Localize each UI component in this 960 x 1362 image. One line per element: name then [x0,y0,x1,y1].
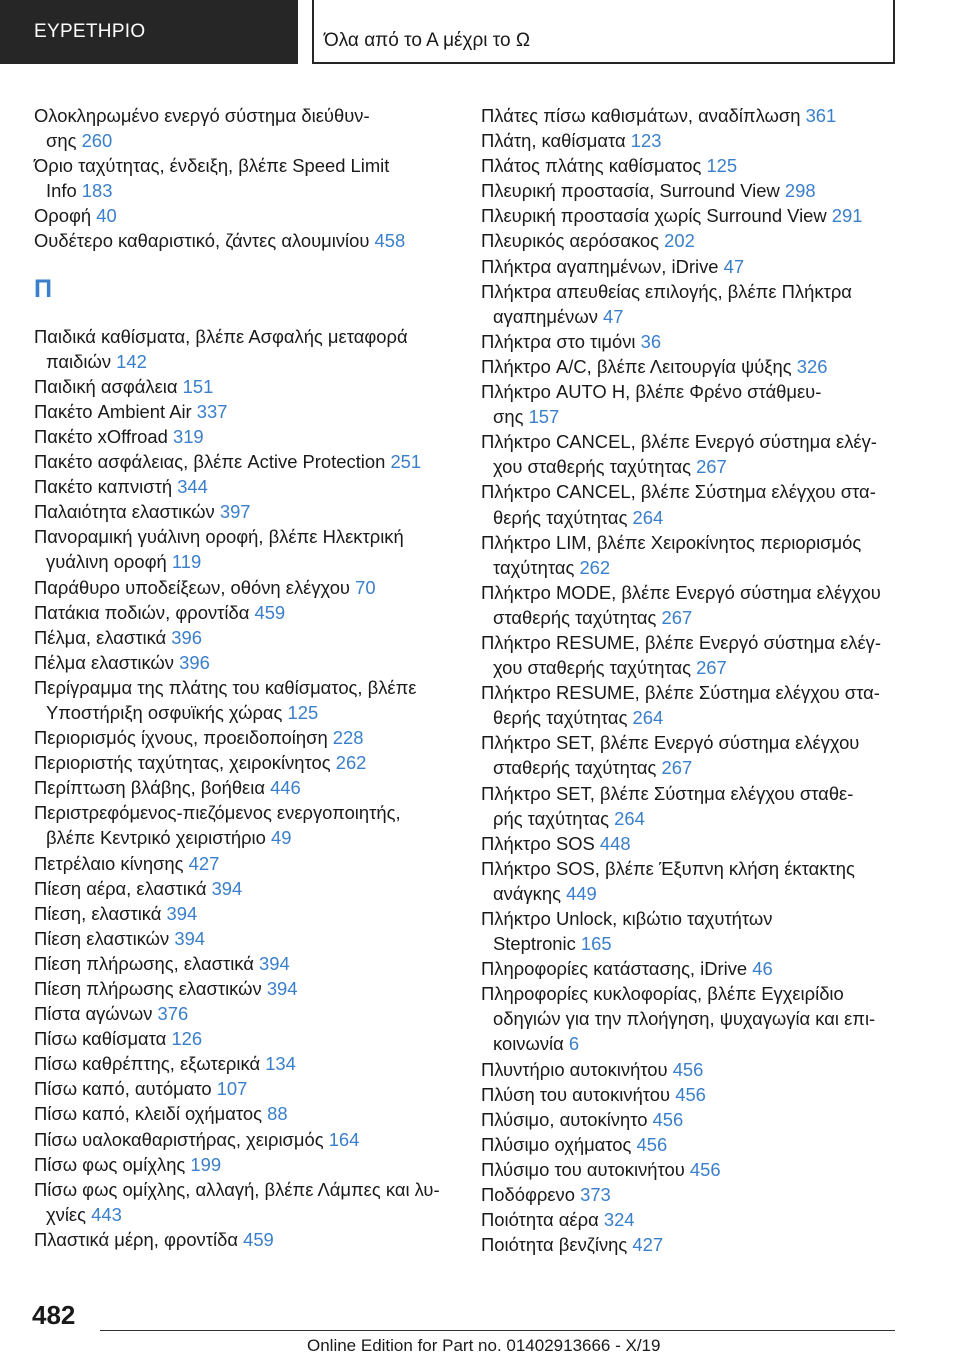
index-entry-text: Πακέτο ασφάλειας, βλέπε Active Protection [34,451,391,473]
index-entry-text: Πίεση πλήρωσης, ελαστικά [34,952,260,974]
page-reference-link[interactable]: 427 [632,1234,664,1256]
page-reference-link[interactable]: 125 [287,701,319,723]
index-entry-text: Πλήκτρα στο τιμόνι [481,330,641,352]
page-reference-link[interactable]: 142 [116,350,147,372]
index-entry-text: Πλαστικά μέρη, φροντίδα [34,1228,244,1250]
page-reference-link[interactable]: 88 [267,1103,288,1125]
index-entry-text: χου σταθερής ταχύτητας [493,657,697,679]
page-reference-link[interactable]: 456 [675,1083,706,1105]
index-entry-text: Πίσω καπό, κλειδί οχήματος [34,1103,268,1125]
page-reference-link[interactable]: 396 [171,626,202,648]
index-entry-text: Όριο ταχύτητας, ένδειξη, βλέπε Speed Limit [34,155,390,177]
index-entry-text: Ποιότητα βενζίνης [481,1234,633,1256]
index-entry [34,750,454,775]
index-entry [481,379,901,429]
index-entry-text: Πλήκτρο RESUME, βλέπε Σύστημα ελέγχου στα- [481,682,880,704]
index-entry [34,1001,454,1026]
index-entry [34,675,454,725]
index-entry [34,625,454,650]
page-reference-link[interactable]: 107 [216,1078,248,1100]
index-entry-text: Πλήκτρο A/C, βλέπε Λειτουργία ψύξης [481,355,797,377]
index-entry [34,474,454,499]
page-reference-link[interactable]: 151 [182,375,214,397]
index-entry [34,1076,454,1101]
index-entry [481,1207,901,1232]
page-reference-link[interactable]: 49 [270,827,292,849]
index-entry-text: Υποστήριξη οσφυϊκής χώρας [46,701,288,723]
index-entry [481,203,901,228]
index-entry-text: Πλευρική προστασία, Surround View [481,180,785,202]
page-reference-link[interactable]: 446 [270,777,301,799]
index-entry [481,781,901,831]
index-entry [481,429,901,479]
index-entry-text: Πίσω καθρέπτης, εξωτερικά [34,1053,266,1075]
index-entry-text: Πλήκτρο CANCEL, βλέπε Σύστημα ελέγχου στα- [481,481,876,503]
index-entry-text: Οροφή [34,205,97,227]
page-reference-link[interactable]: 344 [177,476,208,498]
index-entry-text: Πανοραμική γυάλινη οροφή, βλέπε Ηλεκτρική [34,526,404,548]
index-entry-text: Steptronic [493,933,581,955]
index-entry-text: Πέλμα ελαστικών [34,651,180,673]
index-entry-text: Πλάτες πίσω καθισμάτων, αναδίπλωση [481,105,806,126]
index-entry-text: Πατάκια ποδιών, φροντίδα [34,601,255,623]
page-reference-link[interactable]: 264 [632,506,664,528]
index-entry-text: Πίστα αγώνων [34,1003,158,1025]
index-entry-text: αγαπημένων [493,305,604,327]
index-entry-text: Ποδόφρενο [481,1184,581,1206]
index-entry-text: Πίσω καθίσματα [34,1028,172,1050]
index-entry [34,1177,454,1227]
page-reference-link[interactable]: 394 [174,927,206,949]
index-entry-text: σης [493,406,529,428]
page-reference-link[interactable]: 394 [211,877,243,899]
index-entry-text: Περιοριστής ταχύτητας, χειροκίνητος [34,752,336,774]
index-entry [481,680,901,730]
index-entry-text: Πλύση του αυτοκινήτου [481,1083,676,1105]
page-reference-link[interactable]: 267 [696,657,727,679]
index-entry-text: Πλήκτρο SOS, βλέπε Έξυπνη κλήση έκτακτης [481,857,855,879]
page-reference-link[interactable]: 47 [723,255,745,277]
index-entry [481,1232,901,1257]
index-entry [34,1101,454,1126]
index-entry [481,831,901,856]
index-entry-text: Πέλμα, ελαστικά [34,626,172,648]
index-entry-text: Πακέτο καπνιστή [34,476,178,498]
index-entry [34,575,454,600]
page-reference-link[interactable]: 6 [568,1033,580,1055]
index-entry-text: Πίεση αέρα, ελαστικά [34,877,212,899]
index-group-before [34,103,454,254]
index-entry [34,901,454,926]
page-reference-link[interactable]: 337 [196,400,228,422]
index-entry-text: Περιστρεφόμενος-πιεζόμενος ενεργοποιητής, [34,802,401,824]
page-reference-link[interactable]: 251 [390,451,422,473]
index-entry [34,876,454,901]
page-reference-link[interactable]: 298 [784,180,816,202]
index-entry-text: Πλύσιμο του αυτοκινήτου [481,1158,690,1180]
index-entry-text: Πλευρικός αερόσακος [481,230,665,252]
index-entry [34,800,454,850]
index-letter-heading: Π [34,274,53,303]
page-reference-link[interactable]: 459 [243,1228,274,1250]
index-entry-text: Πλύσιμο, αυτοκίνητο [481,1108,653,1130]
index-entry-text: ρής ταχύτητας [493,807,615,829]
index-entry-text: Πληροφορίες κυκλοφορίας, βλέπε Εγχειρίδιο [481,983,844,1005]
index-entry [481,981,901,1056]
index-entry-text: Πακέτο Ambient Air [34,400,197,422]
page-reference-link[interactable]: 46 [752,958,773,980]
page-reference-link[interactable]: 157 [528,406,560,428]
index-entry [34,228,454,253]
index-entry [481,1132,901,1157]
index-entry-text: ανάγκης [493,882,567,904]
index-entry-text: Ολοκληρωμένο ενεργό σύστημα διεύθυν- [34,105,370,126]
index-entry [481,128,901,153]
page-reference-link[interactable]: 394 [166,902,198,924]
index-group-after [34,324,454,1252]
index-entry [481,856,901,906]
index-entry-text: οδηγιών για την πλοήγηση, ψυχαγωγία και επι- [493,1008,876,1030]
index-entry [34,499,454,524]
index-entry [481,254,901,279]
letter-spacer [34,306,454,324]
index-entry-text: Πλήκτρα απευθείας επιλογής, βλέπε Πλήκτρα [481,280,852,302]
page-reference-link[interactable]: 394 [259,952,290,974]
page-reference-link[interactable]: 264 [632,707,664,729]
index-entry-text: Info [46,180,82,202]
index-entry-text: Πετρέλαιο κίνησης [34,852,189,874]
index-entry-text: Πλυντήριο αυτοκινήτου [481,1058,673,1080]
index-entry-text: θερής ταχύτητας [493,707,633,729]
index-entry-text: σταθερής ταχύτητας [493,757,662,779]
index-entry [481,630,901,680]
index-entry-text: Πακέτο xOffroad [34,425,173,447]
index-entry [34,1127,454,1152]
index-entry-text: κοινωνία [493,1033,569,1055]
index-entry [34,600,454,625]
index-entry-text: Πλήκτρο AUTO H, βλέπε Φρένο στάθμευ- [481,381,822,403]
page-reference-link[interactable]: 394 [266,978,298,999]
section-title: ΕΥΡΕΤΗΡΙΟ [34,21,146,42]
index-entry [481,103,901,128]
header-subtitle-box [312,0,895,64]
index-entry-text: Πλήκτρο LIM, βλέπε Χειροκίνητος περιορισμός [481,531,862,553]
index-entry [481,1107,901,1132]
index-entry [34,103,454,153]
page-reference-link[interactable]: 119 [171,551,202,573]
index-entry [481,153,901,178]
index-entry [34,725,454,750]
page-reference-link[interactable]: 264 [614,807,645,829]
index-column-left [34,103,454,1252]
index-entry-text: Πλήκτρο SOS [481,832,600,854]
index-entry-text: βλέπε Κεντρικό χειριστήριο [46,827,271,849]
page-reference-link[interactable]: 397 [219,501,251,523]
index-entry-text: θερής ταχύτητας [493,506,633,528]
page-reference-link[interactable]: 459 [254,601,286,623]
index-entry [34,775,454,800]
index-entry [481,580,901,630]
index-entry-text: Ουδέτερο καθαριστικό, ζάντες αλουμινίου [34,230,375,252]
footer-divider [100,1330,895,1331]
index-entry-text: Παλαιότητα ελαστικών [34,501,220,523]
index-entry [481,1182,901,1207]
index-entry-text: Πίσω φως ομίχλης [34,1153,191,1175]
index-entry-text: Πίεση ελαστικών [34,927,175,949]
page-reference-link[interactable]: 262 [579,556,611,578]
page-reference-link[interactable]: 326 [796,355,828,377]
page-reference-link[interactable]: 376 [157,1003,189,1025]
page-reference-link[interactable]: 267 [661,757,693,779]
page-reference-link[interactable]: 267 [696,456,727,478]
page-reference-link[interactable]: 164 [328,1128,360,1150]
index-entry [34,324,454,374]
index-entry-text: Πίσω φως ομίχλης, αλλαγή, βλέπε Λάμπες και λυ- [34,1178,440,1200]
page-reference-link[interactable]: 40 [96,205,117,227]
page-reference-link[interactable]: 183 [81,180,113,202]
index-entry [481,730,901,780]
footer-text: Online Edition for Part no. 01402913666 - X/19 [307,1336,661,1355]
page-reference-link[interactable]: 202 [664,230,695,252]
page-reference-link[interactable]: 361 [805,105,837,126]
page-reference-link[interactable]: 47 [603,305,624,327]
index-entry [481,479,901,529]
index-entry [34,1051,454,1076]
page-reference-link[interactable]: 427 [188,852,220,874]
index-entry [34,374,454,399]
page-reference-link[interactable]: 458 [374,230,406,252]
index-entry-text: Πίσω καπό, αυτόματο [34,1078,217,1100]
page-reference-link[interactable]: 456 [652,1108,684,1130]
index-entry [34,1152,454,1177]
index-entry-text: χου σταθερής ταχύτητας [493,456,697,478]
index-entry [34,449,454,474]
page-reference-link[interactable]: 319 [172,425,204,447]
index-entry-text: Πλήκτρο Unlock, κιβώτιο ταχυτήτων [481,908,773,929]
index-entry-text: Πλευρική προστασία χωρίς Surround View [481,205,832,227]
index-entry-text: Πλήκτρα αγαπημένων, iDrive [481,255,724,277]
index-entry-text: Παιδικά καθίσματα, βλέπε Ασφαλής μεταφορά [34,325,408,347]
index-entry-text: Πίσω υαλοκαθαριστήρας, χειρισμός [34,1128,329,1150]
index-entry [481,530,901,580]
index-entry [34,424,454,449]
index-entry [34,1227,454,1252]
header-subtitle: Όλα από το Α μέχρι το Ω [324,30,531,51]
index-entry-text: Παιδική ασφάλεια [34,375,183,397]
page-reference-link[interactable]: 36 [640,330,662,352]
page-reference-link[interactable]: 291 [831,205,863,227]
page-reference-link[interactable]: 456 [672,1058,704,1080]
index-entry-text: Πίεση πλήρωσης ελαστικών [34,978,267,999]
index-entry [481,1157,901,1182]
index-entry-text: Ποιότητα αέρα [481,1209,604,1231]
index-entry [34,976,454,1001]
page-reference-link[interactable]: 228 [332,727,364,749]
page-reference-link[interactable]: 443 [91,1203,122,1225]
index-entry [481,354,901,379]
index-entry-text: Πλήκτρο RESUME, βλέπε Ενεργό σύστημα ελέγ- [481,631,881,653]
page-reference-link[interactable]: 165 [580,933,612,955]
index-entry-text: Πληροφορίες κατάστασης, iDrive [481,958,753,980]
index-entry-text: Πλήκτρο SET, βλέπε Σύστημα ελέγχου σταθε- [481,782,854,804]
index-entry [481,956,901,981]
page-reference-link[interactable]: 324 [603,1209,635,1231]
index-entry [34,951,454,976]
page-reference-link[interactable]: 267 [661,606,693,628]
index-entry-text: Πλήκτρο MODE, βλέπε Ενεργό σύστημα ελέγχου [481,581,881,603]
index-entry [481,329,901,354]
index-entry [481,279,901,329]
index-entry [34,153,454,203]
index-entry-text: χνίες [46,1203,92,1225]
index-entry-text: Περίγραμμα της πλάτης του καθίσματος, βλέπε [34,676,417,698]
page-reference-link[interactable]: 456 [636,1133,668,1155]
page-reference-link[interactable]: 396 [179,651,210,673]
index-entry-text: Παράθυρο υποδείξεων, οθόνη ελέγχου [34,576,356,598]
index-entry-text: Πλύσιμο οχήματος [481,1133,637,1155]
index-entry [481,906,901,956]
index-entry [34,399,454,424]
index-entry-text: Περιορισμός ίχνους, προειδοποίηση [34,727,333,749]
page-number: 482 [32,1300,76,1330]
index-entry-text: Πλήκτρο CANCEL, βλέπε Ενεργό σύστημα ελέγ- [481,431,877,453]
page-reference-link[interactable]: 260 [81,130,113,152]
page-reference-link[interactable]: 134 [265,1053,296,1075]
index-entry [34,524,454,574]
index-entry-text: Πλάτος πλάτης καθίσματος [481,155,707,177]
page-reference-link[interactable]: 123 [630,130,662,152]
index-entry-text: Πίεση, ελαστικά [34,902,167,924]
index-entry [481,228,901,253]
index-column-right [481,103,901,1257]
page-reference-link[interactable]: 199 [190,1153,222,1175]
index-entry [34,1026,454,1051]
page-reference-link[interactable]: 125 [706,155,738,177]
page-reference-link[interactable]: 126 [171,1028,203,1050]
index-entry-text: παιδιών [46,350,117,372]
page-reference-link[interactable]: 448 [599,832,631,854]
index-entry [481,178,901,203]
index-entry [34,926,454,951]
index-entry [34,851,454,876]
index-entry [481,1057,901,1082]
index-group-right [481,103,901,1257]
page-reference-link[interactable]: 70 [355,576,376,598]
index-entry [34,650,454,675]
index-entry [481,1082,901,1107]
index-entry-text: Πλάτη, καθίσματα [481,130,631,152]
page-reference-link[interactable]: 456 [689,1158,721,1180]
index-entry-text: Περίπτωση βλάβης, βοήθεια [34,777,271,799]
index-entry [34,203,454,228]
index-entry-text: Πλήκτρο SET, βλέπε Ενεργό σύστημα ελέγχου [481,732,860,754]
page-reference-link[interactable]: 373 [580,1184,611,1206]
index-entry-text: σταθερής ταχύτητας [493,606,662,628]
section-tab [0,0,298,64]
index-entry-text: γυάλινη οροφή [46,551,172,573]
index-entry-text: σης [46,130,82,152]
page-reference-link[interactable]: 449 [566,882,597,904]
page-reference-link[interactable]: 262 [335,752,367,774]
index-entry-text: ταχύτητας [493,556,580,578]
